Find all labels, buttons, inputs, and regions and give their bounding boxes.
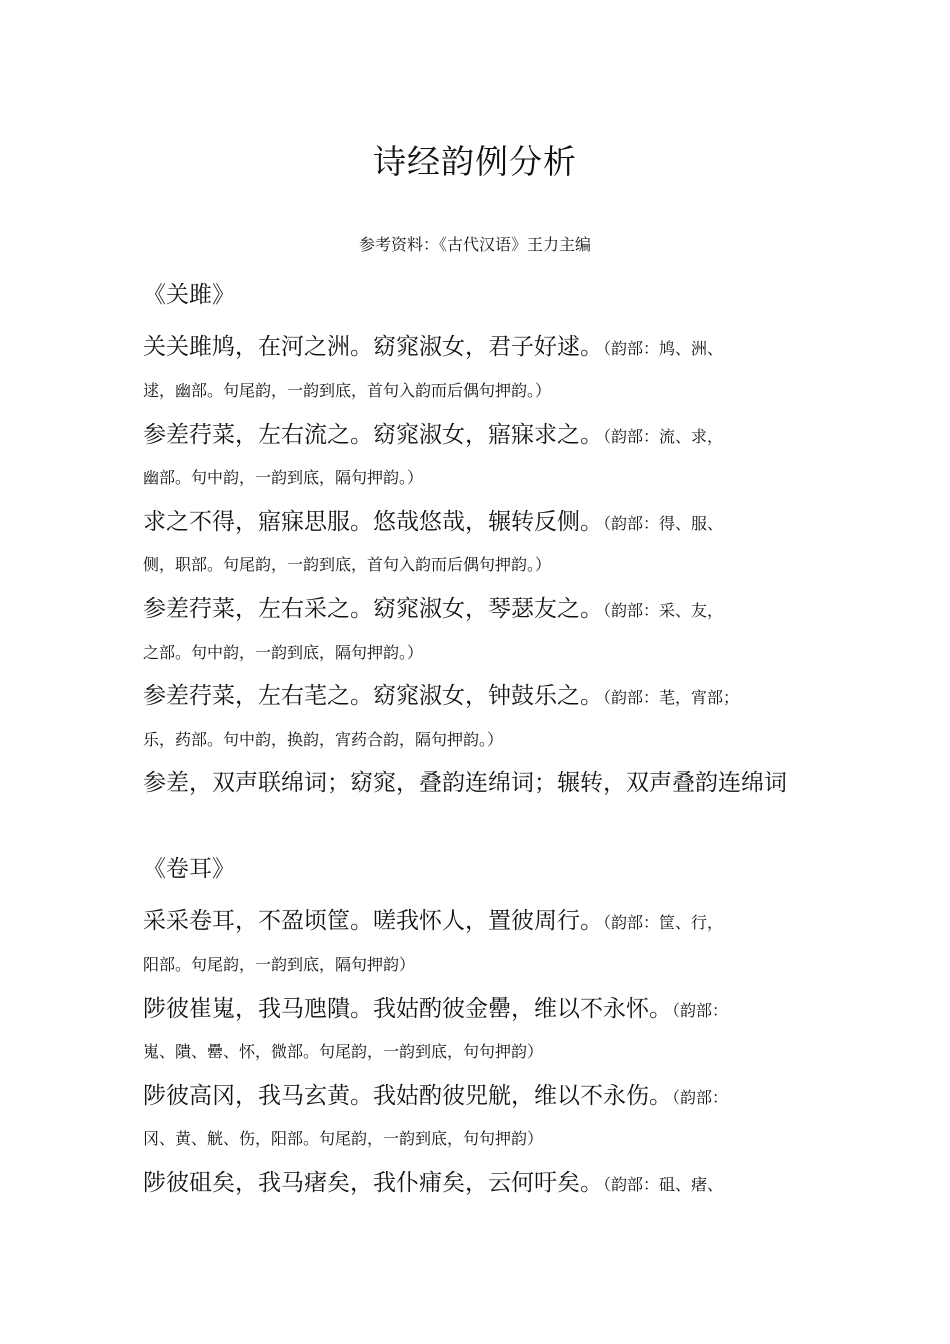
rhyme-note: （韵部：芼，宵部； <box>603 688 740 707</box>
stanza-text: 参差荇菜，左右芼之。窈窕淑女，钟鼓乐之。 <box>143 683 603 709</box>
stanza-text: 陟彼崔嵬，我马虺隤。我姑酌彼金罍，维以不永怀。 <box>143 996 672 1022</box>
stanza-line <box>143 1077 811 1110</box>
rhyme-note-continuation: 逑，幽部。句尾韵，一韵到底，首句入韵而后偶句押韵。） <box>143 381 552 400</box>
stanza-text: 参差荇菜，左右采之。窈窕淑女，琴瑟友之。 <box>143 596 603 622</box>
rhyme-note-continuation: 之部。句中韵，一韵到底，隔句押韵。） <box>143 643 424 662</box>
rhyme-note: （韵部：鸠、洲、 <box>603 339 724 358</box>
stanza-line <box>143 590 811 623</box>
rhyme-note-continuation: 乐，药部。句中韵，换韵，宵药合韵，隔句押韵。） <box>143 730 504 749</box>
rhyme-note-continuation: 嵬、隤、罍、怀，微部。句尾韵，一韵到底，句句押韵） <box>143 1042 544 1061</box>
stanza-text: 关关雎鸠，在河之洲。窈窕淑女，君子好逑。 <box>143 334 603 360</box>
summary-line: 参差，双声联绵词；窈窕，叠韵连绵词；辗转，双声叠韵连绵词 <box>143 770 787 796</box>
rhyme-note: （韵部：采、友， <box>603 601 724 620</box>
rhyme-note-continuation: 冈、黄、觥、伤，阳部。句尾韵，一韵到底，句句押韵） <box>143 1129 544 1148</box>
rhyme-note-continuation: 幽部。句中韵，一韵到底，隔句押韵。） <box>143 468 424 487</box>
stanza-text: 陟彼高冈，我马玄黄。我姑酌彼兕觥，维以不永伤。 <box>143 1083 672 1109</box>
stanza-line <box>143 902 811 935</box>
rhyme-note: （韵部： <box>672 1088 729 1107</box>
page-title: 诗经韵例分析 <box>373 142 577 181</box>
section-heading: 《关雎》 <box>143 282 235 308</box>
stanza-text: 陟彼砠矣，我马瘏矣，我仆痡矣，云何吁矣。 <box>143 1170 603 1196</box>
rhyme-note-continuation: 阳部。句尾韵，一韵到底，隔句押韵） <box>143 955 416 974</box>
rhyme-note: （韵部： <box>672 1001 729 1020</box>
rhyme-note: （韵部：砠、瘏、 <box>603 1175 724 1194</box>
rhyme-note: （韵部：得、服、 <box>603 514 724 533</box>
stanza-line <box>143 1164 811 1197</box>
stanza-line <box>143 328 811 361</box>
rhyme-note: （韵部：流、求， <box>603 427 724 446</box>
stanza-line <box>143 677 811 710</box>
stanza-text: 采采卷耳，不盈顷筐。嗟我怀人，置彼周行。 <box>143 908 603 934</box>
stanza-line <box>143 503 811 536</box>
stanza-text: 求之不得，寤寐思服。悠哉悠哉，辗转反侧。 <box>143 509 603 535</box>
stanza-line <box>143 416 811 449</box>
stanza-text: 参差荇菜，左右流之。窈窕淑女，寤寐求之。 <box>143 422 603 448</box>
section-heading: 《卷耳》 <box>143 856 235 882</box>
reference-subtitle: 参考资料：《古代汉语》王力主编 <box>358 235 591 254</box>
stanza-line <box>143 990 811 1023</box>
rhyme-note: （韵部：筐、行， <box>603 913 724 932</box>
rhyme-note-continuation: 侧，职部。句尾韵，一韵到底，首句入韵而后偶句押韵。） <box>143 555 552 574</box>
